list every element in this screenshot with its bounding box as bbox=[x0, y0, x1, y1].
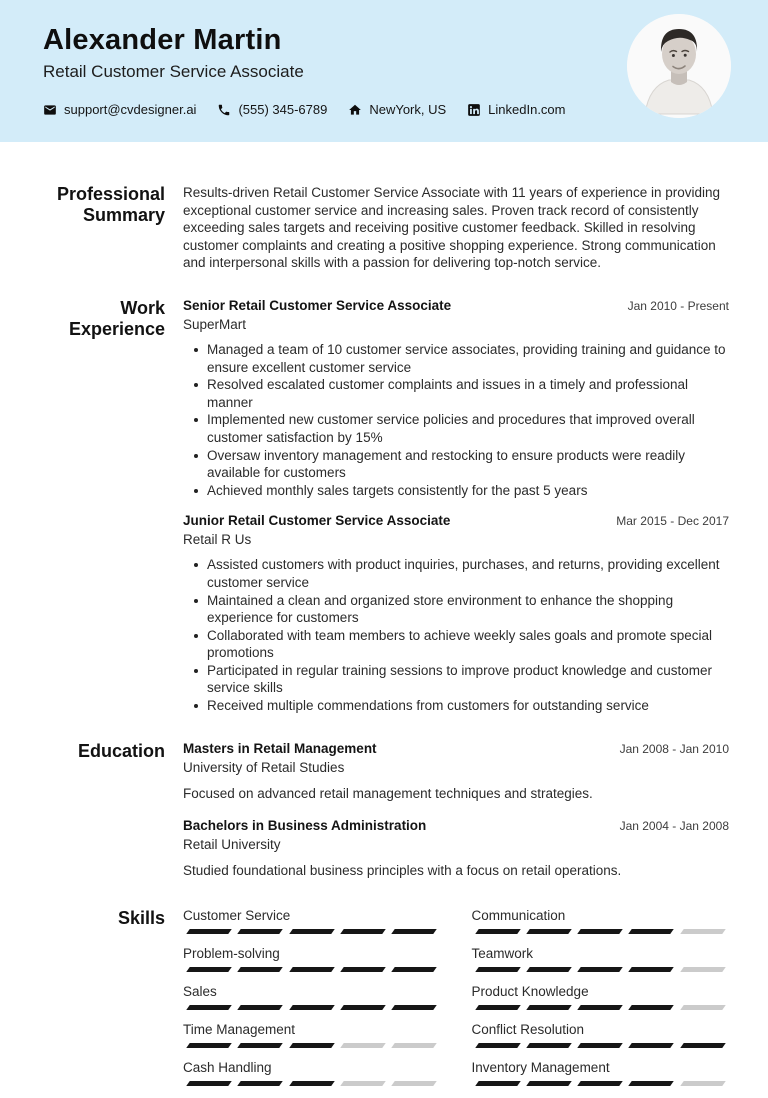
skill-segment-filled bbox=[186, 967, 232, 972]
degree-school: University of Retail Studies bbox=[183, 759, 345, 775]
skill-name: Sales bbox=[183, 983, 217, 999]
job-title-row bbox=[183, 298, 729, 313]
skill-segment-filled bbox=[186, 1005, 232, 1010]
skill-name: Time Management bbox=[183, 1021, 296, 1037]
skill-item bbox=[472, 908, 730, 934]
section-education bbox=[0, 741, 768, 880]
skill-name: Teamwork bbox=[471, 945, 534, 961]
candidate-name: Alexander Martin bbox=[43, 24, 282, 56]
skill-segment-filled bbox=[289, 1043, 335, 1048]
skill-segment-filled bbox=[629, 929, 675, 934]
job-bullet: Implemented new customer service policies and procedures that improved overall customer satisfaction by 15% bbox=[207, 411, 729, 446]
skill-segment-filled bbox=[577, 967, 623, 972]
skill-level-bar bbox=[472, 967, 730, 972]
skill-item bbox=[183, 908, 441, 934]
skill-segment-filled bbox=[289, 1005, 335, 1010]
skill-name: Communication bbox=[471, 907, 566, 923]
skill-segment-empty bbox=[680, 929, 726, 934]
skill-segment-filled bbox=[629, 1043, 675, 1048]
section-label-experience: Work Experience bbox=[68, 297, 165, 339]
degree-title-row bbox=[183, 818, 729, 833]
skill-segment-filled bbox=[526, 967, 572, 972]
phone-icon bbox=[217, 103, 231, 117]
skill-name: Customer Service bbox=[183, 907, 291, 923]
contact-email bbox=[43, 102, 196, 117]
job-title: Senior Retail Customer Service Associate bbox=[183, 297, 452, 313]
experience-list bbox=[183, 298, 729, 715]
skill-segment-filled bbox=[289, 967, 335, 972]
skills-column-right bbox=[472, 908, 730, 1098]
skill-segment-empty bbox=[391, 1081, 437, 1086]
contact-location-text: NewYork, US bbox=[369, 102, 447, 117]
skill-item bbox=[183, 1022, 441, 1048]
skill-segment-filled bbox=[391, 967, 437, 972]
skill-segment-empty bbox=[680, 1081, 726, 1086]
job-bullet: Maintained a clean and organized store environment to enhance the shopping experience for customers bbox=[207, 592, 729, 627]
job-bullet: Oversaw inventory management and restocking to ensure products were readily available for customers bbox=[207, 447, 729, 482]
email-icon bbox=[43, 103, 57, 117]
skill-segment-filled bbox=[526, 1081, 572, 1086]
skill-level-bar bbox=[472, 1005, 730, 1010]
skill-level-bar bbox=[183, 967, 441, 972]
contact-phone-text: (555) 345-6789 bbox=[238, 102, 328, 117]
degree-entry bbox=[183, 741, 729, 803]
skill-level-bar bbox=[183, 929, 441, 934]
skill-name: Problem-solving bbox=[183, 945, 280, 961]
contact-linkedin-text: LinkedIn.com bbox=[488, 102, 566, 117]
skill-segment-filled bbox=[238, 1081, 284, 1086]
skill-segment-filled bbox=[475, 967, 521, 972]
skill-name: Conflict Resolution bbox=[471, 1021, 585, 1037]
section-professional-summary bbox=[0, 184, 768, 272]
skill-segment-filled bbox=[340, 929, 386, 934]
skill-item bbox=[183, 946, 441, 972]
avatar-photo-illustration bbox=[627, 14, 731, 118]
skill-name: Inventory Management bbox=[471, 1059, 610, 1075]
skill-segment-filled bbox=[526, 929, 572, 934]
skill-segment-empty bbox=[680, 1005, 726, 1010]
skill-segment-filled bbox=[289, 929, 335, 934]
job-entry bbox=[183, 513, 729, 714]
skill-segment-filled bbox=[340, 1005, 386, 1010]
resume-header bbox=[0, 0, 768, 142]
skill-level-bar bbox=[472, 1043, 730, 1048]
skill-segment-empty bbox=[680, 967, 726, 972]
job-bullet-list bbox=[183, 556, 729, 714]
degree-school: Retail University bbox=[183, 837, 281, 853]
summary-text: Results-driven Retail Customer Service Associate with 11 years of experience in providing exceptional customer service and increasing sales. Proven track record of consistently exceeding sales targets and receiving positive customer feedback. Skilled in resolving customer complaints and creating a positive shopping experience. Strong communication and interpersonal skills with a passion for delivering top-notch service. bbox=[183, 185, 720, 271]
skill-segment-filled bbox=[289, 1081, 335, 1086]
skill-level-bar bbox=[472, 929, 730, 934]
degree-description: Focused on advanced retail management techniques and strategies. bbox=[183, 785, 593, 801]
education-list bbox=[183, 741, 729, 880]
skill-segment-filled bbox=[526, 1043, 572, 1048]
skill-segment-filled bbox=[629, 967, 675, 972]
skill-segment-filled bbox=[391, 929, 437, 934]
skill-segment-filled bbox=[340, 967, 386, 972]
degree-title-row bbox=[183, 741, 729, 756]
job-company: SuperMart bbox=[183, 316, 247, 332]
job-title-row bbox=[183, 513, 729, 528]
job-title: Junior Retail Customer Service Associate bbox=[183, 513, 451, 529]
job-bullet-list bbox=[183, 341, 729, 499]
skill-segment-filled bbox=[475, 929, 521, 934]
job-entry bbox=[183, 298, 729, 499]
section-label-skills: Skills bbox=[117, 907, 165, 928]
skill-segment-filled bbox=[577, 929, 623, 934]
skill-segment-filled bbox=[680, 1043, 726, 1048]
degree-title: Masters in Retail Management bbox=[183, 740, 377, 756]
skill-item bbox=[183, 984, 441, 1010]
degree-dates: Jan 2004 - Jan 2008 bbox=[619, 819, 729, 834]
skill-segment-filled bbox=[629, 1005, 675, 1010]
skill-segment-filled bbox=[186, 1081, 232, 1086]
skill-segment-filled bbox=[238, 929, 284, 934]
candidate-job-title: Retail Customer Service Associate bbox=[43, 62, 304, 81]
skill-segment-filled bbox=[475, 1081, 521, 1086]
job-bullet: Resolved escalated customer complaints and issues in a timely and professional manner bbox=[207, 376, 729, 411]
avatar bbox=[627, 14, 731, 118]
skill-segment-filled bbox=[577, 1043, 623, 1048]
skill-segment-filled bbox=[475, 1043, 521, 1048]
job-company: Retail R Us bbox=[183, 532, 252, 548]
job-bullet: Collaborated with team members to achieve weekly sales goals and promote special promotions bbox=[207, 627, 729, 662]
contact-location bbox=[348, 102, 446, 117]
skill-segment-filled bbox=[238, 1005, 284, 1010]
skill-level-bar bbox=[183, 1005, 441, 1010]
skill-item bbox=[472, 984, 730, 1010]
skills-column-left bbox=[183, 908, 441, 1098]
degree-dates: Jan 2008 - Jan 2010 bbox=[619, 741, 729, 756]
skill-segment-filled bbox=[526, 1005, 572, 1010]
contact-phone bbox=[217, 102, 327, 117]
degree-description: Studied foundational business principles with a focus on retail operations. bbox=[183, 863, 622, 879]
skill-item bbox=[472, 946, 730, 972]
skill-segment-empty bbox=[391, 1043, 437, 1048]
contact-linkedin bbox=[467, 102, 565, 117]
skill-level-bar bbox=[183, 1043, 441, 1048]
skill-segment-filled bbox=[577, 1081, 623, 1086]
skill-segment-filled bbox=[391, 1005, 437, 1010]
job-bullet: Managed a team of 10 customer service associates, providing training and guidance to ensure excellent customer service bbox=[207, 341, 729, 376]
section-skills bbox=[0, 908, 768, 1098]
skill-segment-filled bbox=[238, 1043, 284, 1048]
job-bullet: Assisted customers with product inquiries, purchases, and returns, providing excellent customer service bbox=[207, 556, 729, 591]
section-work-experience bbox=[0, 298, 768, 715]
job-dates: Mar 2015 - Dec 2017 bbox=[616, 514, 729, 529]
skill-segment-filled bbox=[577, 1005, 623, 1010]
job-bullet: Received multiple commendations from customers for outstanding service bbox=[207, 697, 729, 715]
skill-segment-filled bbox=[629, 1081, 675, 1086]
contact-email-text: support@cvdesigner.ai bbox=[64, 102, 197, 117]
job-bullet: Achieved monthly sales targets consistently for the past 5 years bbox=[207, 482, 729, 500]
skill-name: Cash Handling bbox=[183, 1059, 272, 1075]
skills-grid bbox=[183, 908, 729, 1098]
degree-title: Bachelors in Business Administration bbox=[183, 818, 427, 834]
skill-segment-filled bbox=[186, 929, 232, 934]
skill-item bbox=[472, 1022, 730, 1048]
skill-segment-filled bbox=[475, 1005, 521, 1010]
skill-segment-filled bbox=[186, 1043, 232, 1048]
skill-item bbox=[472, 1060, 730, 1086]
skill-segment-filled bbox=[238, 967, 284, 972]
home-icon bbox=[348, 103, 362, 117]
degree-entry bbox=[183, 818, 729, 880]
section-label-summary: Professional Summary bbox=[56, 184, 165, 225]
skill-segment-empty bbox=[340, 1043, 386, 1048]
skill-level-bar bbox=[183, 1081, 441, 1086]
job-dates: Jan 2010 - Present bbox=[627, 298, 729, 313]
skill-name: Product Knowledge bbox=[471, 983, 589, 999]
section-label-education: Education bbox=[77, 740, 165, 761]
job-bullet: Participated in regular training sessions to improve product knowledge and customer service skills bbox=[207, 662, 729, 697]
linkedin-icon bbox=[467, 103, 481, 117]
skill-item bbox=[183, 1060, 441, 1086]
skill-segment-empty bbox=[340, 1081, 386, 1086]
skill-level-bar bbox=[472, 1081, 730, 1086]
